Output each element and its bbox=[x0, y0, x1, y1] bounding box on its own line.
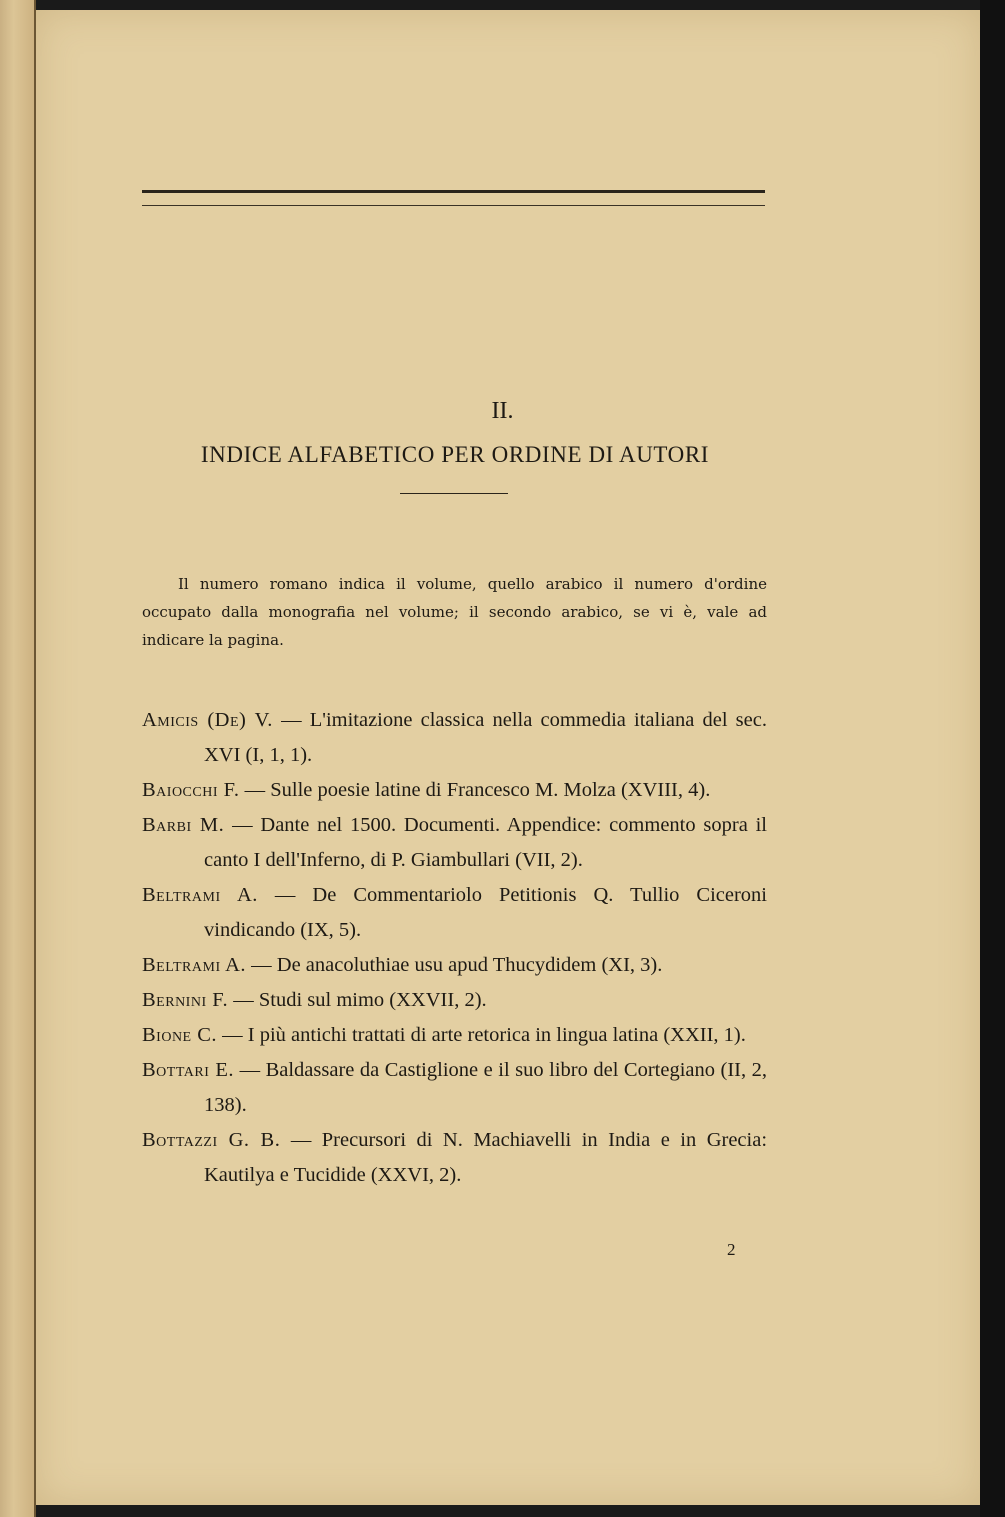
entry-author: Barbi M. bbox=[142, 814, 225, 836]
index-entry bbox=[142, 983, 767, 1018]
title-divider bbox=[400, 493, 508, 494]
index-entry bbox=[142, 703, 767, 773]
section-number: II. bbox=[491, 398, 514, 424]
section-title: INDICE ALFABETICO PER ORDINE DI AUTORI bbox=[200, 442, 710, 467]
index-entry bbox=[142, 948, 767, 983]
entry-author: Beltrami A. bbox=[142, 884, 258, 906]
index-entry bbox=[142, 773, 767, 808]
entry-text: — L'imitazione classica nella commedia italiana del sec. XVI (I, 1, 1). bbox=[204, 709, 767, 766]
author-index-list bbox=[142, 703, 767, 1193]
index-entry bbox=[142, 1123, 767, 1193]
index-entry bbox=[142, 1053, 767, 1123]
scan-background bbox=[980, 0, 1005, 1517]
intro-paragraph: Il numero romano indica il volume, quello arabico il numero d'ordine occupato dalla monografia nel volume; il secondo arabico, se vi è, vale ad indicare la pagina. bbox=[142, 575, 767, 649]
entry-text: — De Commentariolo Petitionis Q. Tullio Ciceroni vindicando (IX, 5). bbox=[204, 884, 768, 941]
entry-text: — Sulle poesie latine di Francesco M. Molza (XVIII, 4). bbox=[244, 779, 711, 801]
entry-author: Bione C. bbox=[142, 1024, 218, 1046]
entry-text: — Precursori di N. Machiavelli in India e in Grecia: Kautilya e Tucidide (XXVI, 2). bbox=[204, 1129, 768, 1186]
entry-author: Baiocchi F. bbox=[142, 779, 240, 801]
page-number: 2 bbox=[727, 1240, 736, 1259]
index-entry bbox=[142, 808, 767, 878]
entry-author: Bottari E. bbox=[142, 1059, 235, 1081]
entry-author: Bottazzi G. B. bbox=[142, 1129, 281, 1151]
entry-text: — Dante nel 1500. Documenti. Appendice: commento sopra il canto I dell'Inferno, di P. Giambullari (VII, 2). bbox=[204, 814, 768, 871]
entry-text: — De anacoluthiae usu apud Thucydidem (XI, 3). bbox=[251, 954, 663, 976]
index-entry bbox=[142, 878, 767, 948]
entry-text: — I più antichi trattati di arte retorica in lingua latina (XXII, 1). bbox=[222, 1024, 746, 1046]
entry-author: Beltrami A. bbox=[142, 954, 247, 976]
left-page-edge bbox=[0, 0, 36, 1517]
header-rule-thick bbox=[142, 190, 765, 193]
header-rule-thin bbox=[142, 205, 765, 206]
entry-text: — Baldassare da Castiglione e il suo libro del Cortegiano (II, 2, 138). bbox=[204, 1059, 768, 1116]
entry-text: — Studi sul mimo (XXVII, 2). bbox=[233, 989, 487, 1011]
index-entry bbox=[142, 1018, 767, 1053]
entry-author: Bernini F. bbox=[142, 989, 229, 1011]
entry-author: Amicis (De) V. bbox=[142, 709, 273, 731]
